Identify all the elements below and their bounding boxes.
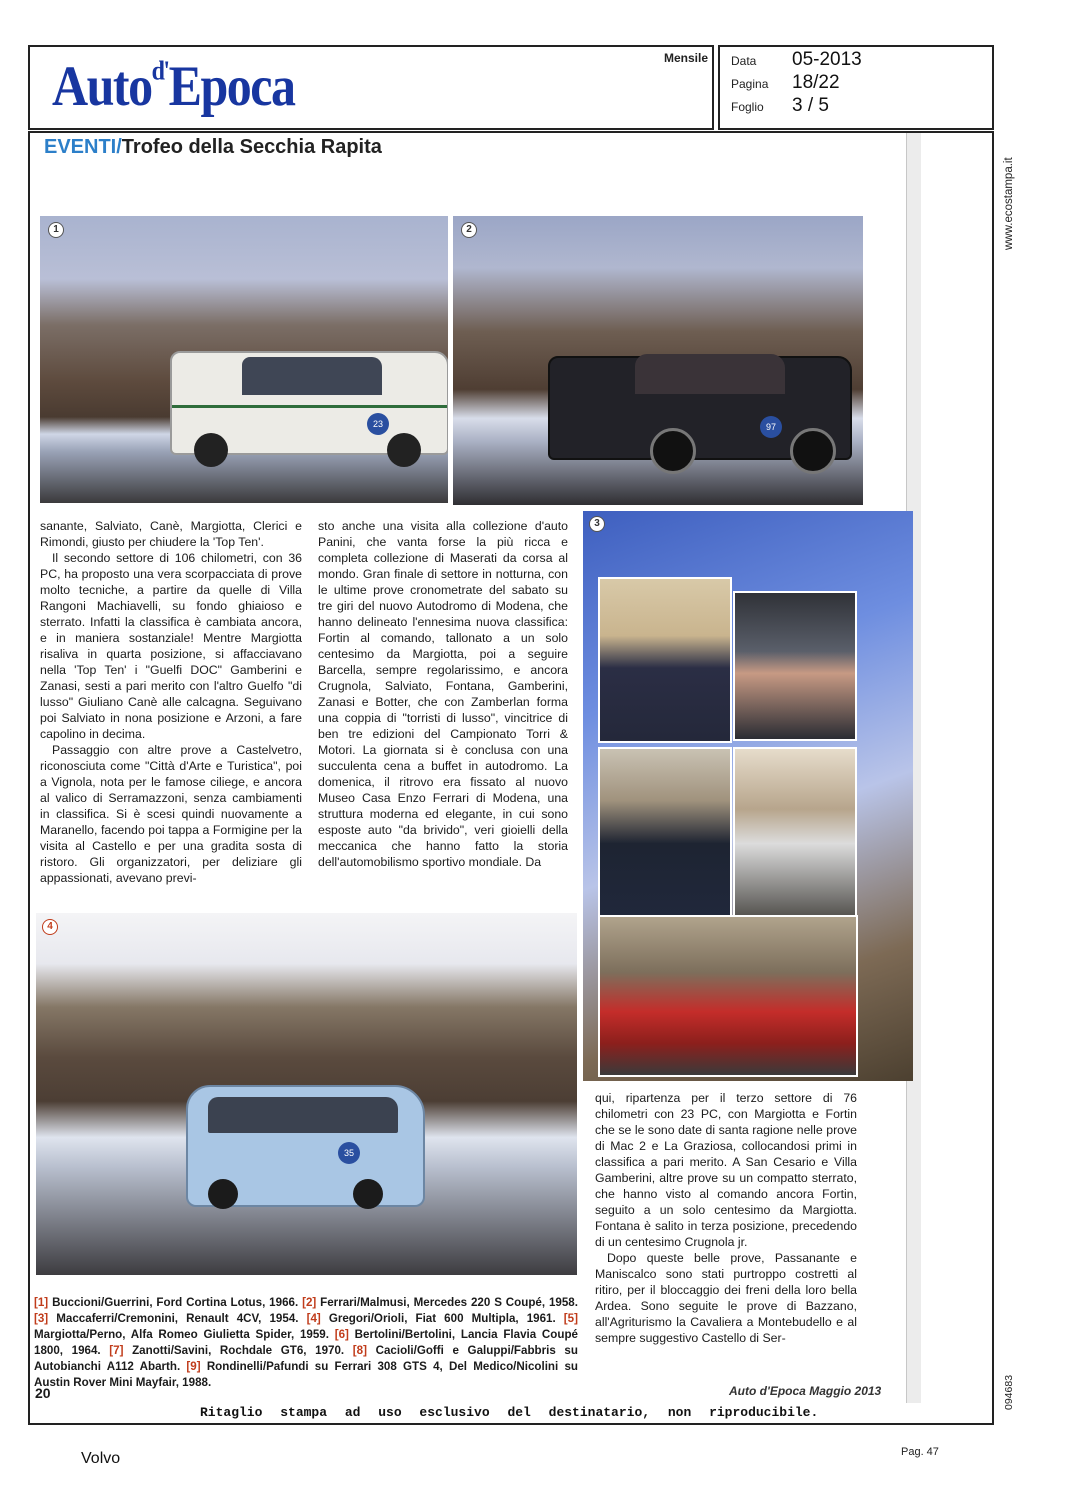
col1-paragraph-3: Passaggio con altre prove a Castelvetro, riconosciuta come "Città d'Arte e Turistica", poi a Vignola, nota per le famose ciliege, e ancora al valico di Serramazzoni, senza cambiamenti in classifica. Si è scesi quindi nuovamente a Maranello, facendo poi tappa a Formigine per la visita al Castello e per una gradita sosta di ristoro. Gli organizzatori, per deliziare gli appassionati, avevano previ-	[40, 743, 302, 885]
photo-2-number: 2	[461, 222, 477, 238]
clipping-disclaimer: Ritaglio stampa ad uso esclusivo del destinatario, non riproducibile.	[200, 1405, 819, 1420]
magazine-logo: Auto$^{d'}$Epoca	[52, 53, 295, 118]
fiat-multipla-car	[186, 1085, 425, 1207]
car-stripe	[172, 405, 447, 408]
text-column-3	[595, 1090, 857, 1346]
data-value: 05-2013	[792, 49, 862, 70]
pagina-value: 18/22	[792, 72, 840, 93]
caption-text: Gregori/Orioli, Fiat 600 Multipla, 1961.	[328, 1312, 556, 1325]
page-number: 20	[35, 1385, 51, 1401]
inset-driver-portrait	[733, 591, 857, 741]
col1-paragraph-2: Il secondo settore di 106 chilometri, con 36 PC, ha proposto una vera scorpacciata di prove molto tecniche, a partire da quelle di Villa Rangoni Machiavelli, su fondo ghiaioso e sterrato. Infatti la classifica è cambiata ancora, e in maniera sostanziale! Mentre Margiotta risaliva in quarta posizione, si affacciavano nella 'Top Ten' i "Guelfi DOC" Gamberini e Zanasi, sesti a pari merito con l'altro Guelfo "di lusso" Giuliano Canè alle calcagna. Seguivano poi Salviato in nona posizione e Arzoni, a fare capolino in decima.	[40, 551, 302, 741]
photo-1-number: 1	[48, 222, 64, 238]
caption-num: [9]	[186, 1360, 201, 1373]
caption-text: Maccaferri/Cremonini, Renault 4CV, 1954.	[56, 1312, 299, 1325]
ford-cortina-car	[170, 351, 448, 455]
photo-3-number: 3	[589, 516, 605, 532]
inset-couple	[733, 747, 857, 923]
caption-num: [4]	[306, 1312, 321, 1325]
rear-wheel	[387, 433, 421, 467]
rally-plate: 35	[338, 1142, 360, 1164]
data-label: Data	[731, 54, 757, 68]
frequency-label: Mensile	[664, 51, 709, 65]
inset-group-red-jackets	[598, 915, 858, 1077]
caption-text: Bertolini/Bertolini, Lancia Flavia Coupé 1800, 1964.	[34, 1328, 578, 1357]
photo-2-mercedes	[453, 216, 863, 505]
caption-num: [1]	[34, 1296, 49, 1309]
car-windows	[208, 1097, 398, 1133]
caption-text: Cacioli/Goffi e Galuppi/Fabbris su Autobianchi A112 Abarth.	[34, 1344, 578, 1373]
caption-num: [8]	[352, 1344, 367, 1357]
caption-num: [3]	[34, 1312, 49, 1325]
ecostampa-url: www.ecostampa.it	[1003, 157, 1015, 250]
col3-paragraph-2: Dopo queste belle prove, Passanante e Maniscalco sono stati purtroppo costretti al ritiro, per il bloccaggio dei freni della loro bella Ardea. Sono seguite le prove di Bazzano, all'Agriturismo la Cavaliera a Montebudello e al sempre suggestivo Castello di Ser-	[595, 1251, 857, 1345]
caption-text: Buccioni/Guerrini, Ford Cortina Lotus, 1966.	[52, 1296, 299, 1309]
caption-num: [2]	[302, 1296, 317, 1309]
photo-4-fiat-multipla	[36, 913, 577, 1275]
caption-text: Ferrari/Malmusi, Mercedes 220 S Coupé, 1958.	[320, 1296, 578, 1309]
car-windows	[242, 357, 382, 395]
page-indicator: Pag. 47	[901, 1446, 939, 1458]
client-name: Volvo	[81, 1450, 121, 1467]
inset-carabinieri	[598, 577, 732, 743]
col3-paragraph-1: qui, ripartenza per il terzo settore di 76 chilometri con 23 PC, con Margiotta e Fortin che se le sono date di santa ragione nelle prove di Mac 2 e La Graziosa, collocandosi primi in classifica a pari merito. A San Cesario e Villa Gamberini, altre prove su un compatto sterrato, che hanno visto al comando ancora Fortin, seguito a un solo centesimo da Margiotta. Fontana è salito in terza posizione, precedendo di un centesimo Crugnola jr.	[595, 1091, 857, 1249]
col1-paragraph-1: sanante, Salviato, Canè, Margiotta, Clerici e Rimondi, giusto per chiudere la 'Top Ten'.	[40, 519, 302, 549]
car-roof	[635, 354, 785, 394]
front-wheel	[194, 433, 228, 467]
col2-paragraph-1: sto anche una visita alla collezione d'auto Panini, che vanta forse la più ricca e completa collezione di Maserati da corsa al mondo. Gran finale di settore in notturna, con le ultime prove cronometrate del sabato su tre giri del nuovo Autodromo di Modena, che hanno delineato l'ennesima nuova classifica: Fortin al comando, tallonato a un solo centesimo da Margiotta, poi a seguire Barcella, sempre regolarissimo, e ancora Crugnola, Salviato, Fontana, Gamberini, Zanasi e Botter, che con Zamberlan forma una coppia di "torristi di lusso", vincitrice di ben tre edizioni del Campionato Torri & Motori. La giornata si è conclusa con una succulenta cena a buffet in autodromo. La domenica, il ritrovo era fissato al nuovo Museo Casa Enzo Ferrari di Modena, una struttura moderna ed elegante, in cui sono esposte auto "da brivido", veri gioielli della meccanica che hanno fatto la storia dell'automobilismo sportivo mondiale. Da	[318, 519, 568, 869]
photo-1-ford-cortina	[40, 216, 448, 503]
text-column-2	[318, 518, 568, 870]
front-wheel	[208, 1179, 238, 1209]
photo-caption	[34, 1295, 578, 1391]
text-column-1	[40, 518, 302, 886]
rear-wheel	[353, 1179, 383, 1209]
foglio-label: Foglio	[731, 100, 764, 114]
photo-3-collage	[583, 511, 913, 1081]
mercedes-coupe-car	[548, 356, 852, 460]
caption-text: Rondinelli/Pafundi su Ferrari 308 GTS 4, Del Medico/Nicolini su Austin Rover Mini Mayfair, 1988.	[34, 1360, 578, 1389]
inset-woman-smiling	[598, 747, 732, 923]
front-wheel	[650, 428, 696, 474]
caption-num: [7]	[109, 1344, 124, 1357]
caption-num: [5]	[563, 1312, 578, 1325]
section-title: EVENTI/Trofeo della Secchia Rapita	[44, 136, 382, 158]
caption-text: Zanotti/Savini, Rochdale GT6, 1970.	[132, 1344, 345, 1357]
caption-num: [6]	[334, 1328, 349, 1341]
pagina-label: Pagina	[731, 77, 769, 91]
rear-wheel	[790, 428, 836, 474]
magazine-footer: Auto d'Epoca Maggio 2013	[729, 1384, 882, 1398]
caption-text: Margiotta/Perno, Alfa Romeo Giulietta Spider, 1959.	[34, 1328, 329, 1341]
rally-plate: 97	[760, 416, 782, 438]
clipping-code: 094683	[1003, 1374, 1015, 1410]
foglio-value: 3 / 5	[792, 95, 829, 116]
rally-plate: 23	[367, 413, 389, 435]
photo-4-number: 4	[42, 919, 58, 935]
